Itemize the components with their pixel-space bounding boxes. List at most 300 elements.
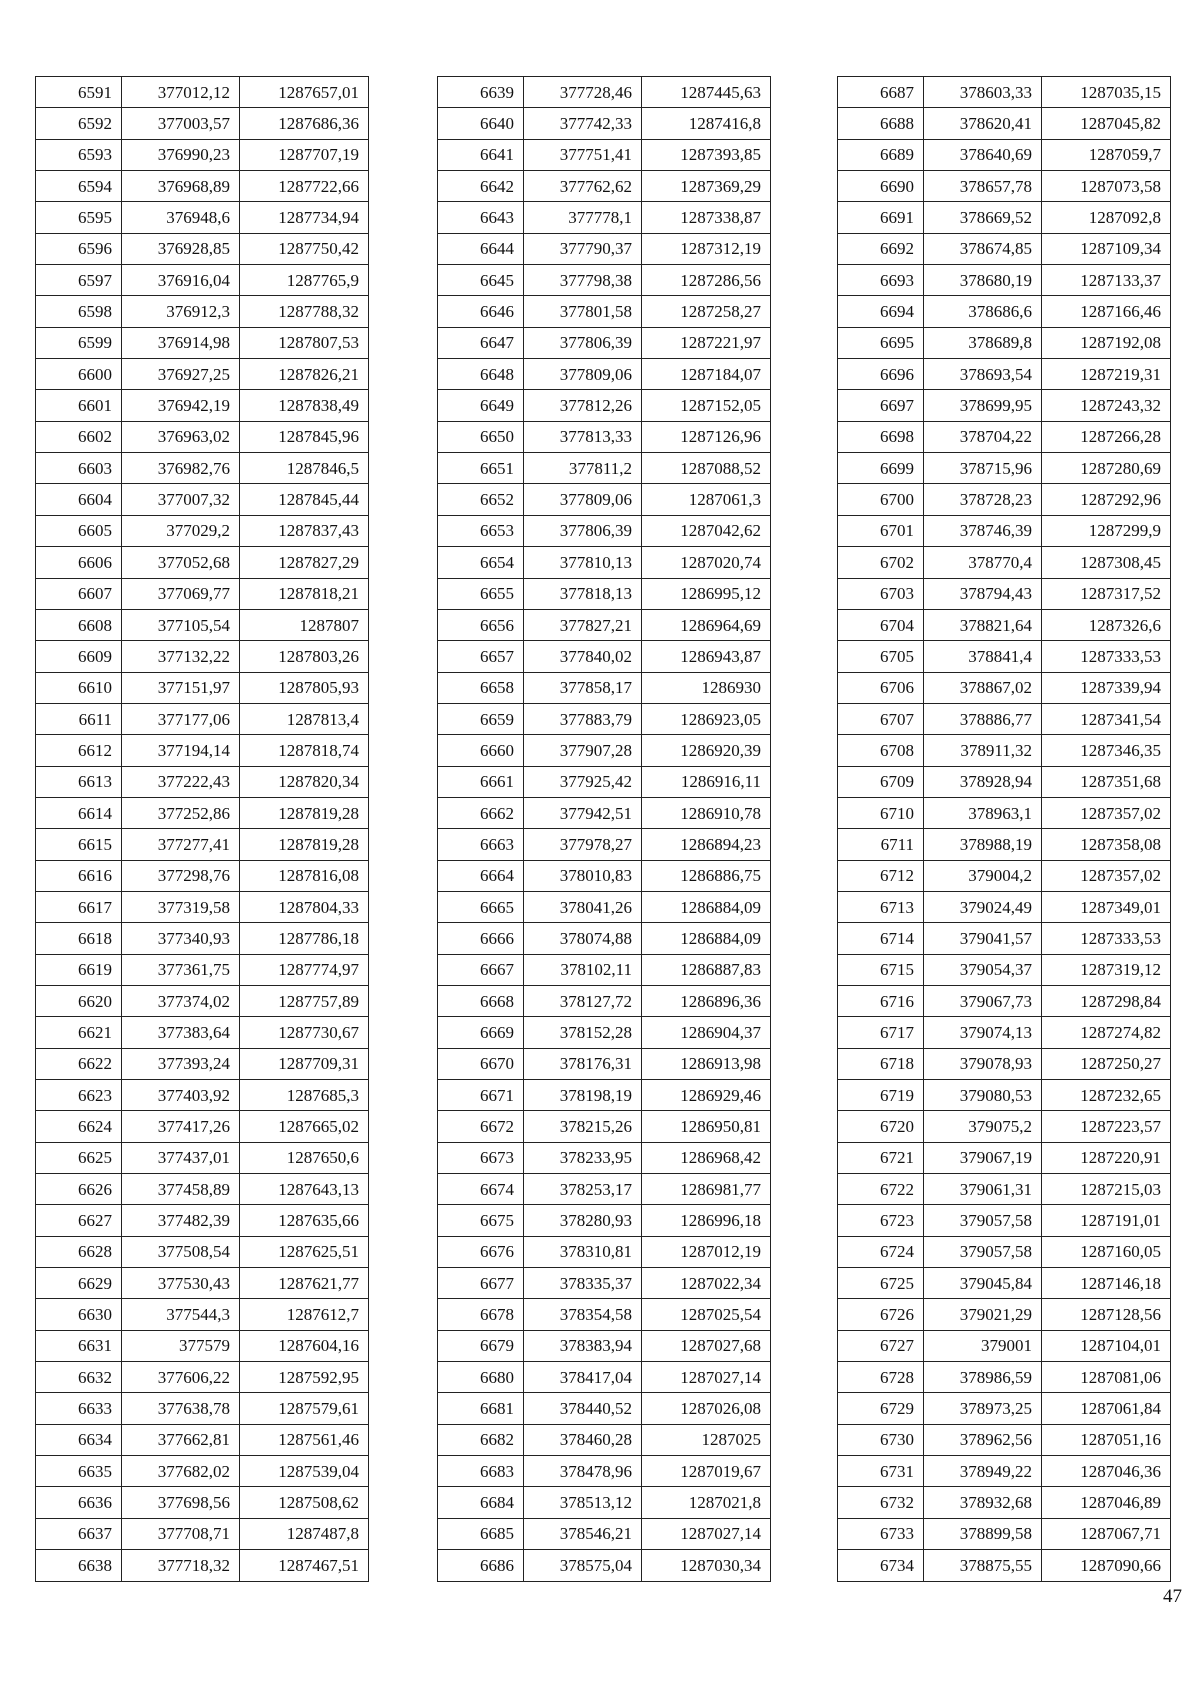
y-coordinate-cell: 1287061,84 xyxy=(1042,1393,1171,1424)
table-row xyxy=(838,860,1171,891)
y-coordinate-cell: 1287845,96 xyxy=(240,421,369,452)
y-coordinate-cell: 1287846,5 xyxy=(240,453,369,484)
x-coordinate-cell: 378603,33 xyxy=(924,77,1042,108)
table-row xyxy=(838,1268,1171,1299)
x-coordinate-cell: 378280,93 xyxy=(524,1205,642,1236)
x-coordinate-cell: 379001 xyxy=(924,1330,1042,1361)
y-coordinate-cell: 1286896,36 xyxy=(642,985,771,1016)
x-coordinate-cell: 377708,71 xyxy=(122,1518,240,1549)
table-row xyxy=(438,547,771,578)
table-row xyxy=(838,265,1171,296)
y-coordinate-cell: 1287838,49 xyxy=(240,390,369,421)
x-coordinate-cell: 378963,1 xyxy=(924,797,1042,828)
y-coordinate-cell: 1287341,54 xyxy=(1042,703,1171,734)
x-coordinate-cell: 376948,6 xyxy=(122,202,240,233)
table-row xyxy=(438,1142,771,1173)
x-coordinate-cell: 378674,85 xyxy=(924,233,1042,264)
table-row xyxy=(36,547,369,578)
y-coordinate-cell: 1287030,34 xyxy=(642,1550,771,1581)
y-coordinate-cell: 1287730,67 xyxy=(240,1017,369,1048)
point-number-cell: 6600 xyxy=(36,359,122,390)
point-number-cell: 6650 xyxy=(438,421,524,452)
point-number-cell: 6598 xyxy=(36,296,122,327)
y-coordinate-cell: 1287813,4 xyxy=(240,703,369,734)
y-coordinate-cell: 1287685,3 xyxy=(240,1080,369,1111)
y-coordinate-cell: 1286943,87 xyxy=(642,641,771,672)
x-coordinate-cell: 377003,57 xyxy=(122,108,240,139)
table-row xyxy=(838,1299,1171,1330)
y-coordinate-cell: 1286964,69 xyxy=(642,609,771,640)
table-row xyxy=(838,1393,1171,1424)
x-coordinate-cell: 378152,28 xyxy=(524,1017,642,1048)
y-coordinate-cell: 1287027,14 xyxy=(642,1518,771,1549)
x-coordinate-cell: 377682,02 xyxy=(122,1456,240,1487)
x-coordinate-cell: 377978,27 xyxy=(524,829,642,860)
x-coordinate-cell: 378686,6 xyxy=(924,296,1042,327)
y-coordinate-cell: 1287734,94 xyxy=(240,202,369,233)
x-coordinate-cell: 378988,19 xyxy=(924,829,1042,860)
x-coordinate-cell: 377811,2 xyxy=(524,453,642,484)
point-number-cell: 6614 xyxy=(36,797,122,828)
point-number-cell: 6693 xyxy=(838,265,924,296)
x-coordinate-cell: 378198,19 xyxy=(524,1080,642,1111)
y-coordinate-cell: 1287467,51 xyxy=(240,1550,369,1581)
point-number-cell: 6654 xyxy=(438,547,524,578)
point-number-cell: 6659 xyxy=(438,703,524,734)
y-coordinate-cell: 1287312,19 xyxy=(642,233,771,264)
x-coordinate-cell: 377813,33 xyxy=(524,421,642,452)
y-coordinate-cell: 1287319,12 xyxy=(1042,954,1171,985)
x-coordinate-cell: 378041,26 xyxy=(524,891,642,922)
y-coordinate-cell: 1286930 xyxy=(642,672,771,703)
point-number-cell: 6702 xyxy=(838,547,924,578)
point-number-cell: 6663 xyxy=(438,829,524,860)
point-number-cell: 6610 xyxy=(36,672,122,703)
y-coordinate-cell: 1286950,81 xyxy=(642,1111,771,1142)
point-number-cell: 6644 xyxy=(438,233,524,264)
y-coordinate-cell: 1287027,68 xyxy=(642,1330,771,1361)
table-row xyxy=(438,390,771,421)
table-row xyxy=(838,1550,1171,1581)
x-coordinate-cell: 377806,39 xyxy=(524,327,642,358)
point-number-cell: 6707 xyxy=(838,703,924,734)
point-number-cell: 6696 xyxy=(838,359,924,390)
point-number-cell: 6726 xyxy=(838,1299,924,1330)
x-coordinate-cell: 378841,4 xyxy=(924,641,1042,672)
table-row xyxy=(36,954,369,985)
table-row xyxy=(36,421,369,452)
x-coordinate-cell: 377606,22 xyxy=(122,1362,240,1393)
y-coordinate-cell: 1287333,53 xyxy=(1042,641,1171,672)
x-coordinate-cell: 378354,58 xyxy=(524,1299,642,1330)
x-coordinate-cell: 377361,75 xyxy=(122,954,240,985)
table-row xyxy=(36,1268,369,1299)
point-number-cell: 6609 xyxy=(36,641,122,672)
y-coordinate-cell: 1287816,08 xyxy=(240,860,369,891)
point-number-cell: 6607 xyxy=(36,578,122,609)
table-row xyxy=(838,703,1171,734)
x-coordinate-cell: 377790,37 xyxy=(524,233,642,264)
table-row xyxy=(438,641,771,672)
point-number-cell: 6652 xyxy=(438,484,524,515)
point-number-cell: 6661 xyxy=(438,766,524,797)
x-coordinate-cell: 378440,52 xyxy=(524,1393,642,1424)
y-coordinate-cell: 1287021,8 xyxy=(642,1487,771,1518)
y-coordinate-cell: 1286904,37 xyxy=(642,1017,771,1048)
x-coordinate-cell: 379080,53 xyxy=(924,1080,1042,1111)
point-number-cell: 6719 xyxy=(838,1080,924,1111)
point-number-cell: 6670 xyxy=(438,1048,524,1079)
table-row xyxy=(36,1205,369,1236)
table-row xyxy=(36,233,369,264)
point-number-cell: 6597 xyxy=(36,265,122,296)
table-row xyxy=(36,1393,369,1424)
x-coordinate-cell: 379078,93 xyxy=(924,1048,1042,1079)
table-row xyxy=(438,1299,771,1330)
table-row xyxy=(838,484,1171,515)
y-coordinate-cell: 1287243,32 xyxy=(1042,390,1171,421)
point-number-cell: 6602 xyxy=(36,421,122,452)
table-row xyxy=(438,484,771,515)
table-row xyxy=(438,359,771,390)
point-number-cell: 6594 xyxy=(36,171,122,202)
table-row xyxy=(36,578,369,609)
x-coordinate-cell: 377177,06 xyxy=(122,703,240,734)
y-coordinate-cell: 1287059,7 xyxy=(1042,139,1171,170)
x-coordinate-cell: 378546,21 xyxy=(524,1518,642,1549)
point-number-cell: 6690 xyxy=(838,171,924,202)
table-row xyxy=(36,1424,369,1455)
x-coordinate-cell: 376982,76 xyxy=(122,453,240,484)
y-coordinate-cell: 1287786,18 xyxy=(240,923,369,954)
table-row xyxy=(438,233,771,264)
point-number-cell: 6608 xyxy=(36,609,122,640)
x-coordinate-cell: 377403,92 xyxy=(122,1080,240,1111)
point-number-cell: 6731 xyxy=(838,1456,924,1487)
x-coordinate-cell: 377458,89 xyxy=(122,1174,240,1205)
y-coordinate-cell: 1287286,56 xyxy=(642,265,771,296)
table-row xyxy=(838,1362,1171,1393)
table-row xyxy=(838,1017,1171,1048)
point-number-cell: 6688 xyxy=(838,108,924,139)
y-coordinate-cell: 1286886,75 xyxy=(642,860,771,891)
y-coordinate-cell: 1287166,46 xyxy=(1042,296,1171,327)
y-coordinate-cell: 1287192,08 xyxy=(1042,327,1171,358)
point-number-cell: 6629 xyxy=(36,1268,122,1299)
y-coordinate-cell: 1287804,33 xyxy=(240,891,369,922)
point-number-cell: 6674 xyxy=(438,1174,524,1205)
table-row xyxy=(438,1080,771,1111)
table-row xyxy=(838,327,1171,358)
table-row xyxy=(838,923,1171,954)
y-coordinate-cell: 1287643,13 xyxy=(240,1174,369,1205)
x-coordinate-cell: 379057,58 xyxy=(924,1205,1042,1236)
y-coordinate-cell: 1287266,28 xyxy=(1042,421,1171,452)
y-coordinate-cell: 1287819,28 xyxy=(240,797,369,828)
point-number-cell: 6617 xyxy=(36,891,122,922)
table-row xyxy=(438,797,771,828)
y-coordinate-cell: 1287090,66 xyxy=(1042,1550,1171,1581)
point-number-cell: 6720 xyxy=(838,1111,924,1142)
y-coordinate-cell: 1287019,67 xyxy=(642,1456,771,1487)
x-coordinate-cell: 377508,54 xyxy=(122,1236,240,1267)
point-number-cell: 6709 xyxy=(838,766,924,797)
x-coordinate-cell: 377579 xyxy=(122,1330,240,1361)
point-number-cell: 6623 xyxy=(36,1080,122,1111)
point-number-cell: 6664 xyxy=(438,860,524,891)
x-coordinate-cell: 377222,43 xyxy=(122,766,240,797)
x-coordinate-cell: 377810,13 xyxy=(524,547,642,578)
table-row xyxy=(838,202,1171,233)
table-row xyxy=(438,954,771,985)
x-coordinate-cell: 377925,42 xyxy=(524,766,642,797)
x-coordinate-cell: 378867,02 xyxy=(924,672,1042,703)
y-coordinate-cell: 1287445,63 xyxy=(642,77,771,108)
point-number-cell: 6601 xyxy=(36,390,122,421)
x-coordinate-cell: 377809,06 xyxy=(524,359,642,390)
point-number-cell: 6715 xyxy=(838,954,924,985)
point-number-cell: 6656 xyxy=(438,609,524,640)
point-number-cell: 6625 xyxy=(36,1142,122,1173)
table-row xyxy=(36,515,369,546)
point-number-cell: 6699 xyxy=(838,453,924,484)
point-number-cell: 6658 xyxy=(438,672,524,703)
point-number-cell: 6706 xyxy=(838,672,924,703)
table-row xyxy=(36,1048,369,1079)
y-coordinate-cell: 1287104,01 xyxy=(1042,1330,1171,1361)
x-coordinate-cell: 378928,94 xyxy=(924,766,1042,797)
y-coordinate-cell: 1286916,11 xyxy=(642,766,771,797)
y-coordinate-cell: 1286968,42 xyxy=(642,1142,771,1173)
table-row xyxy=(838,1330,1171,1361)
y-coordinate-cell: 1287357,02 xyxy=(1042,860,1171,891)
x-coordinate-cell: 377778,1 xyxy=(524,202,642,233)
table-row xyxy=(838,1236,1171,1267)
table-row xyxy=(36,985,369,1016)
table-row xyxy=(438,1048,771,1079)
y-coordinate-cell: 1286884,09 xyxy=(642,923,771,954)
table-row xyxy=(36,390,369,421)
table-row xyxy=(36,1174,369,1205)
point-number-cell: 6630 xyxy=(36,1299,122,1330)
y-coordinate-cell: 1287788,32 xyxy=(240,296,369,327)
y-coordinate-cell: 1287351,68 xyxy=(1042,766,1171,797)
point-number-cell: 6665 xyxy=(438,891,524,922)
table-row xyxy=(438,891,771,922)
point-number-cell: 6722 xyxy=(838,1174,924,1205)
table-row xyxy=(36,484,369,515)
table-row xyxy=(838,1174,1171,1205)
table-row xyxy=(838,1111,1171,1142)
y-coordinate-cell: 1286894,23 xyxy=(642,829,771,860)
point-number-cell: 6595 xyxy=(36,202,122,233)
x-coordinate-cell: 377827,21 xyxy=(524,609,642,640)
table-row xyxy=(36,703,369,734)
x-coordinate-cell: 379067,19 xyxy=(924,1142,1042,1173)
table-row xyxy=(438,829,771,860)
x-coordinate-cell: 377762,62 xyxy=(524,171,642,202)
y-coordinate-cell: 1287035,15 xyxy=(1042,77,1171,108)
point-number-cell: 6681 xyxy=(438,1393,524,1424)
y-coordinate-cell: 1287819,28 xyxy=(240,829,369,860)
y-coordinate-cell: 1287845,44 xyxy=(240,484,369,515)
y-coordinate-cell: 1287774,97 xyxy=(240,954,369,985)
x-coordinate-cell: 377393,24 xyxy=(122,1048,240,1079)
table-row xyxy=(36,359,369,390)
y-coordinate-cell: 1287539,04 xyxy=(240,1456,369,1487)
y-coordinate-cell: 1287258,27 xyxy=(642,296,771,327)
table-row xyxy=(36,1550,369,1581)
point-number-cell: 6704 xyxy=(838,609,924,640)
table-row xyxy=(438,1550,771,1581)
x-coordinate-cell: 377132,22 xyxy=(122,641,240,672)
x-coordinate-cell: 377069,77 xyxy=(122,578,240,609)
table-row xyxy=(438,766,771,797)
y-coordinate-cell: 1287326,6 xyxy=(1042,609,1171,640)
point-number-cell: 6687 xyxy=(838,77,924,108)
table-row xyxy=(838,641,1171,672)
y-coordinate-cell: 1286995,12 xyxy=(642,578,771,609)
table-row xyxy=(36,766,369,797)
x-coordinate-cell: 378010,83 xyxy=(524,860,642,891)
y-coordinate-cell: 1287160,05 xyxy=(1042,1236,1171,1267)
x-coordinate-cell: 377544,3 xyxy=(122,1299,240,1330)
y-coordinate-cell: 1287820,34 xyxy=(240,766,369,797)
coordinates-table-2 xyxy=(437,76,771,1582)
table-row xyxy=(838,1205,1171,1236)
y-coordinate-cell: 1287827,29 xyxy=(240,547,369,578)
table-row xyxy=(438,1236,771,1267)
y-coordinate-cell: 1287308,45 xyxy=(1042,547,1171,578)
x-coordinate-cell: 378215,26 xyxy=(524,1111,642,1142)
y-coordinate-cell: 1287109,34 xyxy=(1042,233,1171,264)
y-coordinate-cell: 1287133,37 xyxy=(1042,265,1171,296)
table-row xyxy=(438,735,771,766)
point-number-cell: 6646 xyxy=(438,296,524,327)
y-coordinate-cell: 1287219,31 xyxy=(1042,359,1171,390)
y-coordinate-cell: 1287274,82 xyxy=(1042,1017,1171,1048)
point-number-cell: 6682 xyxy=(438,1424,524,1455)
point-number-cell: 6638 xyxy=(36,1550,122,1581)
point-number-cell: 6703 xyxy=(838,578,924,609)
x-coordinate-cell: 378233,95 xyxy=(524,1142,642,1173)
y-coordinate-cell: 1287221,97 xyxy=(642,327,771,358)
y-coordinate-cell: 1287750,42 xyxy=(240,233,369,264)
y-coordinate-cell: 1286884,09 xyxy=(642,891,771,922)
y-coordinate-cell: 1287837,43 xyxy=(240,515,369,546)
table-row xyxy=(838,891,1171,922)
x-coordinate-cell: 377728,46 xyxy=(524,77,642,108)
y-coordinate-cell: 1287339,94 xyxy=(1042,672,1171,703)
table-row xyxy=(438,1487,771,1518)
table-row xyxy=(36,672,369,703)
x-coordinate-cell: 377105,54 xyxy=(122,609,240,640)
point-number-cell: 6713 xyxy=(838,891,924,922)
table-row xyxy=(838,578,1171,609)
point-number-cell: 6640 xyxy=(438,108,524,139)
table-row xyxy=(36,641,369,672)
point-number-cell: 6636 xyxy=(36,1487,122,1518)
x-coordinate-cell: 377298,76 xyxy=(122,860,240,891)
x-coordinate-cell: 377052,68 xyxy=(122,547,240,578)
table-row xyxy=(36,265,369,296)
y-coordinate-cell: 1287191,01 xyxy=(1042,1205,1171,1236)
x-coordinate-cell: 378335,37 xyxy=(524,1268,642,1299)
x-coordinate-cell: 378715,96 xyxy=(924,453,1042,484)
x-coordinate-cell: 379054,37 xyxy=(924,954,1042,985)
x-coordinate-cell: 378704,22 xyxy=(924,421,1042,452)
point-number-cell: 6628 xyxy=(36,1236,122,1267)
y-coordinate-cell: 1287046,36 xyxy=(1042,1456,1171,1487)
x-coordinate-cell: 377151,97 xyxy=(122,672,240,703)
table-row xyxy=(438,1518,771,1549)
x-coordinate-cell: 376916,04 xyxy=(122,265,240,296)
x-coordinate-cell: 378949,22 xyxy=(924,1456,1042,1487)
y-coordinate-cell: 1287625,51 xyxy=(240,1236,369,1267)
table-row xyxy=(36,77,369,108)
point-number-cell: 6728 xyxy=(838,1362,924,1393)
table-row xyxy=(438,1456,771,1487)
y-coordinate-cell: 1287025 xyxy=(642,1424,771,1455)
point-number-cell: 6624 xyxy=(36,1111,122,1142)
table-row xyxy=(838,453,1171,484)
y-coordinate-cell: 1287299,9 xyxy=(1042,515,1171,546)
x-coordinate-cell: 378886,77 xyxy=(924,703,1042,734)
y-coordinate-cell: 1286923,05 xyxy=(642,703,771,734)
y-coordinate-cell: 1287709,31 xyxy=(240,1048,369,1079)
x-coordinate-cell: 377809,06 xyxy=(524,484,642,515)
x-coordinate-cell: 377698,56 xyxy=(122,1487,240,1518)
x-coordinate-cell: 376914,98 xyxy=(122,327,240,358)
table-row xyxy=(36,108,369,139)
y-coordinate-cell: 1287722,66 xyxy=(240,171,369,202)
point-number-cell: 6695 xyxy=(838,327,924,358)
point-number-cell: 6592 xyxy=(36,108,122,139)
x-coordinate-cell: 378770,4 xyxy=(924,547,1042,578)
y-coordinate-cell: 1287612,7 xyxy=(240,1299,369,1330)
table-row xyxy=(36,139,369,170)
y-coordinate-cell: 1287826,21 xyxy=(240,359,369,390)
point-number-cell: 6718 xyxy=(838,1048,924,1079)
x-coordinate-cell: 377840,02 xyxy=(524,641,642,672)
y-coordinate-cell: 1287051,16 xyxy=(1042,1424,1171,1455)
point-number-cell: 6605 xyxy=(36,515,122,546)
x-coordinate-cell: 377638,78 xyxy=(122,1393,240,1424)
table-row xyxy=(36,1236,369,1267)
point-number-cell: 6678 xyxy=(438,1299,524,1330)
table-row xyxy=(36,1456,369,1487)
point-number-cell: 6647 xyxy=(438,327,524,358)
x-coordinate-cell: 376927,25 xyxy=(122,359,240,390)
point-number-cell: 6721 xyxy=(838,1142,924,1173)
point-number-cell: 6599 xyxy=(36,327,122,358)
point-number-cell: 6685 xyxy=(438,1518,524,1549)
table-row xyxy=(438,923,771,954)
table-row xyxy=(838,672,1171,703)
y-coordinate-cell: 1287357,02 xyxy=(1042,797,1171,828)
x-coordinate-cell: 377437,01 xyxy=(122,1142,240,1173)
y-coordinate-cell: 1287508,62 xyxy=(240,1487,369,1518)
table-row xyxy=(36,296,369,327)
point-number-cell: 6734 xyxy=(838,1550,924,1581)
point-number-cell: 6643 xyxy=(438,202,524,233)
y-coordinate-cell: 1287092,8 xyxy=(1042,202,1171,233)
x-coordinate-cell: 377883,79 xyxy=(524,703,642,734)
table-row xyxy=(438,985,771,1016)
point-number-cell: 6634 xyxy=(36,1424,122,1455)
table-row xyxy=(438,1017,771,1048)
table-row xyxy=(36,202,369,233)
